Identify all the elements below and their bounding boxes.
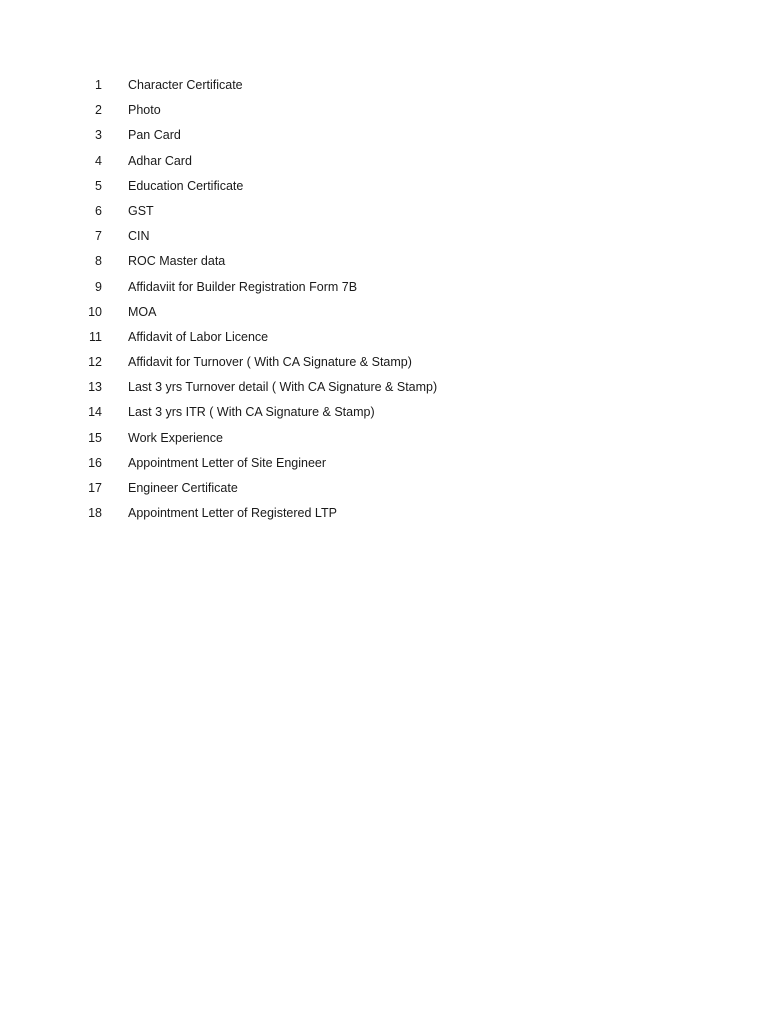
- item-text: Last 3 yrs Turnover detail ( With CA Signature & Stamp): [128, 380, 438, 395]
- item-text: Last 3 yrs ITR ( With CA Signature & Stamp): [128, 405, 375, 420]
- item-text: Work Experience: [128, 430, 223, 445]
- item-number: 14: [88, 405, 102, 420]
- item-number: 7: [95, 229, 102, 244]
- list-item: [0, 275, 768, 300]
- item-number: 13: [88, 380, 102, 395]
- list-item: [0, 98, 768, 123]
- item-text: Affidaviit for Builder Registration Form 7B: [128, 279, 358, 294]
- item-text: Pan Card: [128, 128, 181, 143]
- item-text: Photo: [128, 103, 161, 118]
- item-number: 12: [88, 355, 102, 370]
- item-number: 1: [95, 78, 102, 92]
- item-number: 18: [88, 506, 102, 521]
- list-item: [0, 375, 768, 400]
- list-item: [0, 501, 768, 526]
- item-number: 10: [88, 304, 102, 319]
- item-text: MOA: [128, 304, 157, 319]
- item-text: Engineer Certificate: [128, 481, 238, 495]
- list-item: [0, 73, 768, 98]
- item-text: Affidavit of Labor Licence: [128, 329, 269, 344]
- list-item: [0, 476, 768, 501]
- item-text: Education Certificate: [128, 178, 244, 193]
- list-item: [0, 249, 768, 274]
- list-item: [0, 451, 768, 476]
- item-number: 6: [95, 203, 102, 218]
- item-text: Adhar Card: [128, 153, 192, 168]
- list-item: [0, 426, 768, 451]
- item-text: Character Certificate: [128, 78, 243, 92]
- list-item: [0, 400, 768, 425]
- item-number: 9: [95, 279, 102, 294]
- list-item: [0, 300, 768, 325]
- list-item: [0, 174, 768, 199]
- item-number: 17: [88, 481, 102, 495]
- item-text: GST: [128, 203, 154, 218]
- item-text: Appointment Letter of Site Engineer: [128, 455, 327, 470]
- item-text: Affidavit for Turnover ( With CA Signature & Stamp): [128, 355, 412, 370]
- item-number: 15: [88, 430, 102, 445]
- item-number: 5: [95, 178, 102, 193]
- list-item: [0, 149, 768, 174]
- item-number: 4: [95, 153, 102, 168]
- item-text: ROC Master data: [128, 254, 226, 269]
- item-number: 3: [95, 128, 102, 143]
- item-text: Appointment Letter of Registered LTP: [128, 506, 337, 521]
- item-number: 16: [88, 455, 102, 470]
- list-item: [0, 350, 768, 375]
- list-item: [0, 325, 768, 350]
- list-item: [0, 123, 768, 148]
- document-list: [0, 73, 768, 526]
- item-number: 11: [89, 329, 102, 344]
- list-item: [0, 199, 768, 224]
- item-text: CIN: [128, 229, 150, 244]
- list-item: [0, 224, 768, 249]
- item-number: 8: [95, 254, 102, 269]
- item-number: 2: [95, 103, 102, 118]
